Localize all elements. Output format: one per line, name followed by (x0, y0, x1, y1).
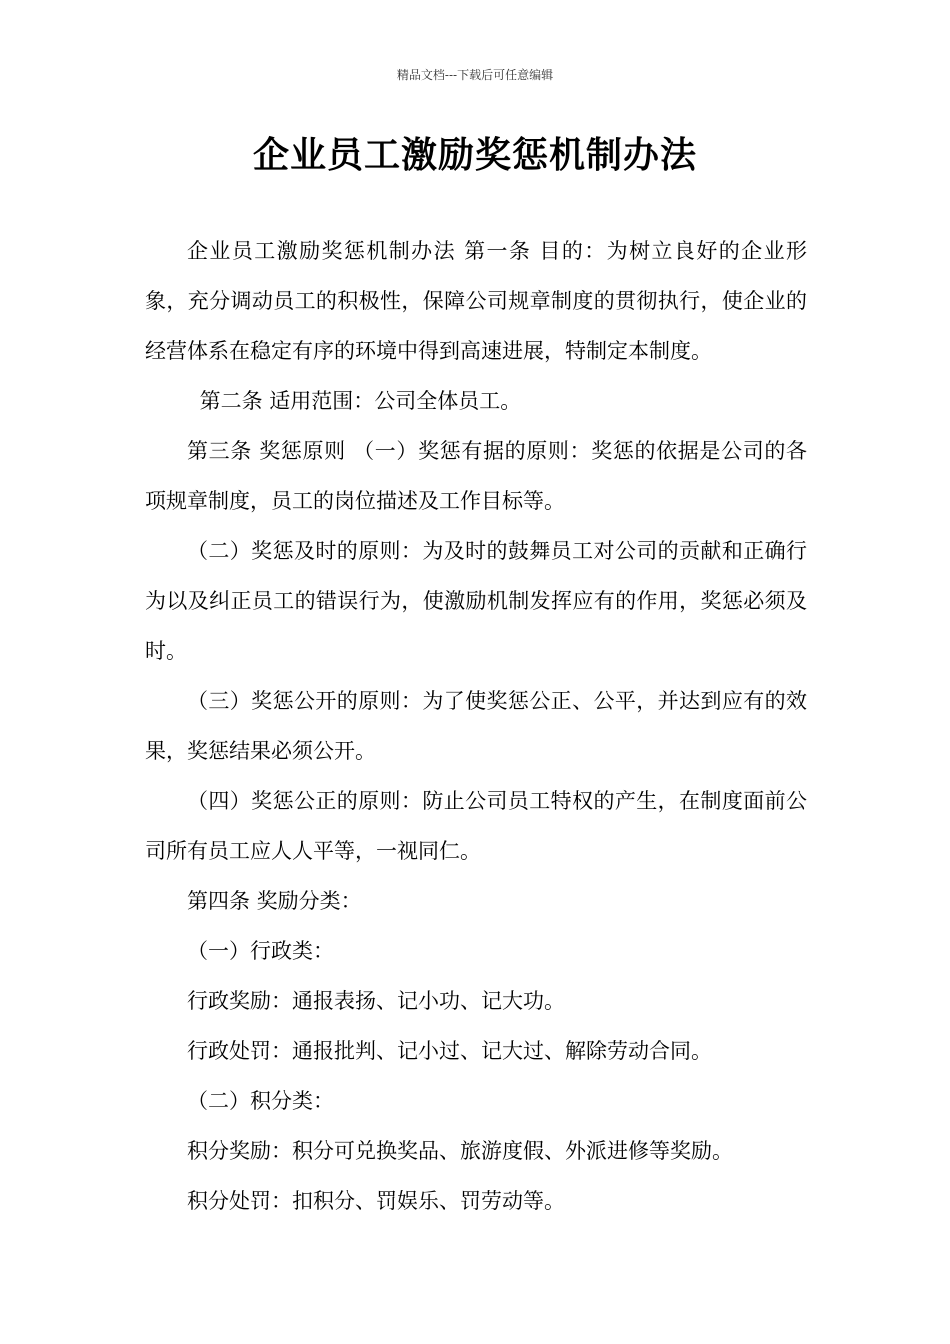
paragraph-article-3: 第三条 奖惩原则 （一）奖惩有据的原则：奖惩的依据是公司的各项规章制度，员工的岗位描述及工作目标等。 (145, 439, 807, 513)
header-note: 精品文档---下载后可任意编辑 (396, 68, 554, 82)
paragraph-points-penalty: 积分处罚：扣积分、罚娱乐、罚劳动等。 (187, 1189, 565, 1213)
paragraph-points-category: （二）积分类： (187, 1089, 334, 1113)
paragraph-points-reward: 积分奖励：积分可兑换奖品、旅游度假、外派进修等奖励。 (187, 1139, 733, 1163)
paragraph-principle-2: （二）奖惩及时的原则：为及时的鼓舞员工对公司的贡献和正确行为以及纠正员工的错误行为，使激励机制发挥应有的作用，奖惩必须及时。 (145, 539, 807, 663)
paragraph-admin-penalty: 行政处罚：通报批判、记小过、记大过、解除劳动合同。 (187, 1039, 712, 1063)
paragraph-admin-category: （一）行政类： (187, 939, 334, 963)
paragraph-admin-reward: 行政奖励：通报表扬、记小功、记大功。 (187, 989, 565, 1013)
paragraph-article-1: 企业员工激励奖惩机制办法 第一条 目的：为树立良好的企业形象，充分调动员工的积极性，保障公司规章制度的贯彻执行，使企业的经营体系在稳定有序的环境中得到高速进展，特制定本制度。 (145, 239, 807, 363)
paragraph-principle-3: （三）奖惩公开的原则：为了使奖惩公正、公平，并达到应有的效果，奖惩结果必须公开。 (145, 689, 807, 763)
document-title: 企业员工激励奖惩机制办法 (252, 135, 697, 176)
paragraph-article-4: 第四条 奖励分类： (187, 889, 362, 913)
paragraph-article-2: 第二条 适用范围：公司全体员工。 (199, 389, 522, 413)
document-body (145, 226, 807, 1226)
paragraph-principle-4: （四）奖惩公正的原则：防止公司员工特权的产生，在制度面前公司所有员工应人人平等，一视同仁。 (145, 789, 807, 863)
